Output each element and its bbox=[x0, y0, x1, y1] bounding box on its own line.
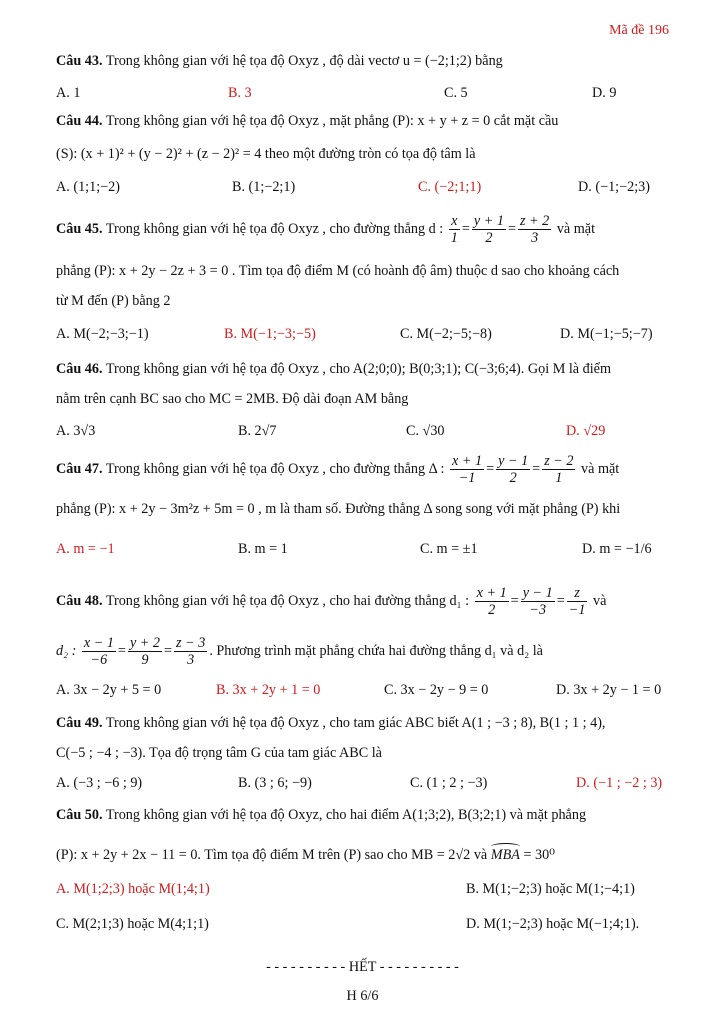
question-label: Câu 48. bbox=[56, 593, 103, 609]
q49-option-a[interactable]: A. (−3 ; −6 ; 9) bbox=[56, 775, 143, 791]
page-number: H 6/6 bbox=[346, 988, 379, 1004]
question-47-line-2: phẳng (P): x + 2y − 3m²z + 5m = 0 , m là tham số. Đường thẳng Δ song song với mặt phẳng (P) khi bbox=[56, 501, 621, 517]
question-text: . Phương trình mặt phẳng chứa hai đường thẳng d₁ và d₂ là bbox=[209, 643, 543, 659]
question-text: Trong không gian với hệ tọa độ Oxyz , cho hai đường thẳng d₁ : bbox=[105, 593, 470, 609]
fraction: $\frac{x - 1}{-6}$ bbox=[83, 635, 114, 669]
q49-option-b[interactable]: B. (3 ; 6; −9) bbox=[238, 775, 312, 791]
question-text: Trong không gian với hệ tọa độ Oxyz , độ dài vectơ u = (−2;1;2) bằng bbox=[105, 53, 503, 69]
q46-option-a[interactable]: A. 3√3 bbox=[56, 423, 96, 439]
question-label: Câu 50. bbox=[56, 807, 103, 823]
question-45-line-2: phẳng (P): x + 2y − 2z + 3 = 0 . Tìm tọa độ điểm M (có hoành độ âm) thuộc d sao cho khoảng cách bbox=[56, 263, 620, 279]
end-marker: - - - - - - - - - - HẾT - - - - - - - - - - bbox=[266, 959, 459, 975]
q47-option-a[interactable]: A. m = −1 bbox=[56, 541, 115, 557]
fraction: $\frac{z - 3}{3}$ bbox=[176, 635, 206, 669]
question-text: Trong không gian với hệ tọa độ Oxyz , cho đường thẳng d : bbox=[105, 221, 444, 237]
question-text-end: và bbox=[592, 593, 607, 609]
question-50-line-2 bbox=[56, 846, 669, 864]
fraction: $\frac{x + 1}{2}$ bbox=[476, 585, 507, 619]
q43-option-d[interactable]: D. 9 bbox=[592, 85, 617, 101]
q46-option-b[interactable]: B. 2√7 bbox=[238, 423, 277, 439]
q44-option-b[interactable]: B. (1;−2;1) bbox=[232, 179, 296, 195]
fraction: $\frac{x}{1}$ bbox=[450, 213, 458, 247]
question-label: Câu 47. bbox=[56, 461, 103, 477]
q45-option-a[interactable]: A. M(−2;−3;−1) bbox=[56, 326, 149, 342]
question-46 bbox=[56, 360, 669, 378]
q48-option-d[interactable]: D. 3x + 2y − 1 = 0 bbox=[556, 682, 662, 698]
q43-option-a[interactable]: A. 1 bbox=[56, 85, 81, 101]
exam-code: Mã đề 196 bbox=[609, 23, 669, 38]
fraction: $\frac{y - 1}{-3}$ bbox=[522, 585, 553, 619]
question-43 bbox=[56, 52, 669, 70]
fraction: $\frac{x + 1}{-1}$ bbox=[452, 453, 483, 487]
question-46-line-2: nằm trên cạnh BC sao cho MC = 2MB. Độ dài đoạn AM bằng bbox=[56, 391, 409, 407]
q50-option-a[interactable]: A. M(1;2;3) hoặc M(1;4;1) bbox=[56, 881, 210, 897]
angle-symbol: MBA bbox=[490, 847, 520, 863]
question-text: Trong không gian với hệ tọa độ Oxyz , cho tam giác ABC biết A(1 ; −3 ; 8), B(1 ; 1 ; 4), bbox=[105, 715, 606, 731]
question-label: Câu 45. bbox=[56, 221, 103, 237]
question-label: Câu 46. bbox=[56, 361, 103, 377]
q50-option-c[interactable]: C. M(2;1;3) hoặc M(4;1;1) bbox=[56, 916, 209, 932]
question-48: Câu 48. Trong không gian với hệ tọa độ Oxyz , cho hai đường thẳng d₁ : $\frac{x + 1}{2}$ = $\frac{y - 1}{-3}$ = $\frac{z}{-1}$ và bbox=[56, 585, 607, 619]
line-label: d₂ : bbox=[56, 643, 77, 659]
q50-option-d[interactable]: D. M(1;−2;3) hoặc M(−1;4;1). bbox=[466, 916, 640, 932]
q43-option-c[interactable]: C. 5 bbox=[444, 85, 468, 101]
question-49 bbox=[56, 714, 669, 732]
question-text: (P): x + 2y + 2x − 11 = 0. Tìm tọa độ điểm M trên (P) sao cho MB = 2√2 và bbox=[56, 847, 488, 863]
question-47: Câu 47. Trong không gian với hệ tọa độ Oxyz , cho đường thẳng Δ : $\frac{x + 1}{-1}$ = $\frac{y - 1}{2}$ = $\frac{z - 2}{1}$ và mặt bbox=[56, 453, 620, 487]
question-text-end: và mặt bbox=[556, 221, 596, 237]
q44-option-a[interactable]: A. (1;1;−2) bbox=[56, 179, 120, 195]
question-text: Trong không gian với hệ tọa độ Oxyz, cho hai điểm A(1;3;2), B(3;2;1) và mặt phẳng bbox=[105, 807, 587, 823]
question-49-line-2: C(−5 ; −4 ; −3). Tọa độ trọng tâm G của tam giác ABC là bbox=[56, 745, 382, 761]
question-label: Câu 43. bbox=[56, 53, 103, 69]
question-45: Câu 45. Trong không gian với hệ tọa độ Oxyz , cho đường thẳng d : $\frac{x}{1}$ = $\frac{y + 1}{2}$ = $\frac{z + 2}{3}$ và mặt bbox=[56, 213, 596, 247]
q46-option-c[interactable]: C. √30 bbox=[406, 423, 445, 439]
q45-option-c[interactable]: C. M(−2;−5;−8) bbox=[400, 326, 492, 342]
q47-option-b[interactable]: B. m = 1 bbox=[238, 541, 288, 557]
question-44-line-2: (S): (x + 1)² + (y − 2)² + (z − 2)² = 4 theo một đường tròn có tọa độ tâm là bbox=[56, 146, 476, 162]
q45-option-d[interactable]: D. M(−1;−5;−7) bbox=[560, 326, 653, 342]
q49-option-c[interactable]: C. (1 ; 2 ; −3) bbox=[410, 775, 488, 791]
q47-option-c[interactable]: C. m = ±1 bbox=[420, 541, 478, 557]
question-50 bbox=[56, 806, 669, 824]
q49-option-d[interactable]: D. (−1 ; −2 ; 3) bbox=[576, 775, 663, 791]
q46-option-d[interactable]: D. √29 bbox=[566, 423, 606, 439]
question-44 bbox=[56, 112, 669, 130]
fraction: $\frac{z + 2}{3}$ bbox=[519, 213, 550, 247]
q48-option-b[interactable]: B. 3x + 2y + 1 = 0 bbox=[216, 682, 321, 698]
question-text-end: và mặt bbox=[581, 461, 620, 477]
q43-option-b[interactable]: B. 3 bbox=[228, 85, 252, 101]
question-45-line-3: từ M đến (P) bằng 2 bbox=[56, 293, 171, 309]
q45-option-b[interactable]: B. M(−1;−3;−5) bbox=[224, 326, 316, 342]
fraction: $\frac{z}{-1}$ bbox=[568, 585, 586, 619]
q48-option-a[interactable]: A. 3x − 2y + 5 = 0 bbox=[56, 682, 162, 698]
q44-option-c[interactable]: C. (−2;1;1) bbox=[418, 179, 482, 195]
fraction: $\frac{z - 2}{1}$ bbox=[544, 453, 574, 487]
q44-option-d[interactable]: D. (−1;−2;3) bbox=[578, 179, 650, 195]
q50-option-b[interactable]: B. M(1;−2;3) hoặc M(1;−4;1) bbox=[466, 881, 635, 897]
fraction: $\frac{y - 1}{2}$ bbox=[498, 453, 529, 487]
question-text-end: = 30⁰ bbox=[523, 847, 555, 863]
fraction: $\frac{y + 2}{9}$ bbox=[129, 635, 160, 669]
question-text: Trong không gian với hệ tọa độ Oxyz , mặt phẳng (P): x + y + z = 0 cắt mặt cầu bbox=[105, 113, 559, 129]
fraction: $\frac{y + 1}{2}$ bbox=[473, 213, 504, 247]
q48-option-c[interactable]: C. 3x − 2y − 9 = 0 bbox=[384, 682, 489, 698]
q47-option-d[interactable]: D. m = −1/6 bbox=[582, 541, 652, 557]
question-label: Câu 44. bbox=[56, 113, 103, 129]
question-text: Trong không gian với hệ tọa độ Oxyz , cho đường thẳng Δ : bbox=[105, 461, 445, 477]
question-text: Trong không gian với hệ tọa độ Oxyz , cho A(2;0;0); B(0;3;1); C(−3;6;4). Gọi M là điểm bbox=[105, 361, 612, 377]
question-48-line-2: d₂ : $\frac{x - 1}{-6}$ = $\frac{y + 2}{9}$ = $\frac{z - 3}{3}$ . Phương trình mặt phẳng chứa hai đường thẳng d₁ và d₂ là bbox=[56, 635, 543, 669]
question-label: Câu 49. bbox=[56, 715, 103, 731]
